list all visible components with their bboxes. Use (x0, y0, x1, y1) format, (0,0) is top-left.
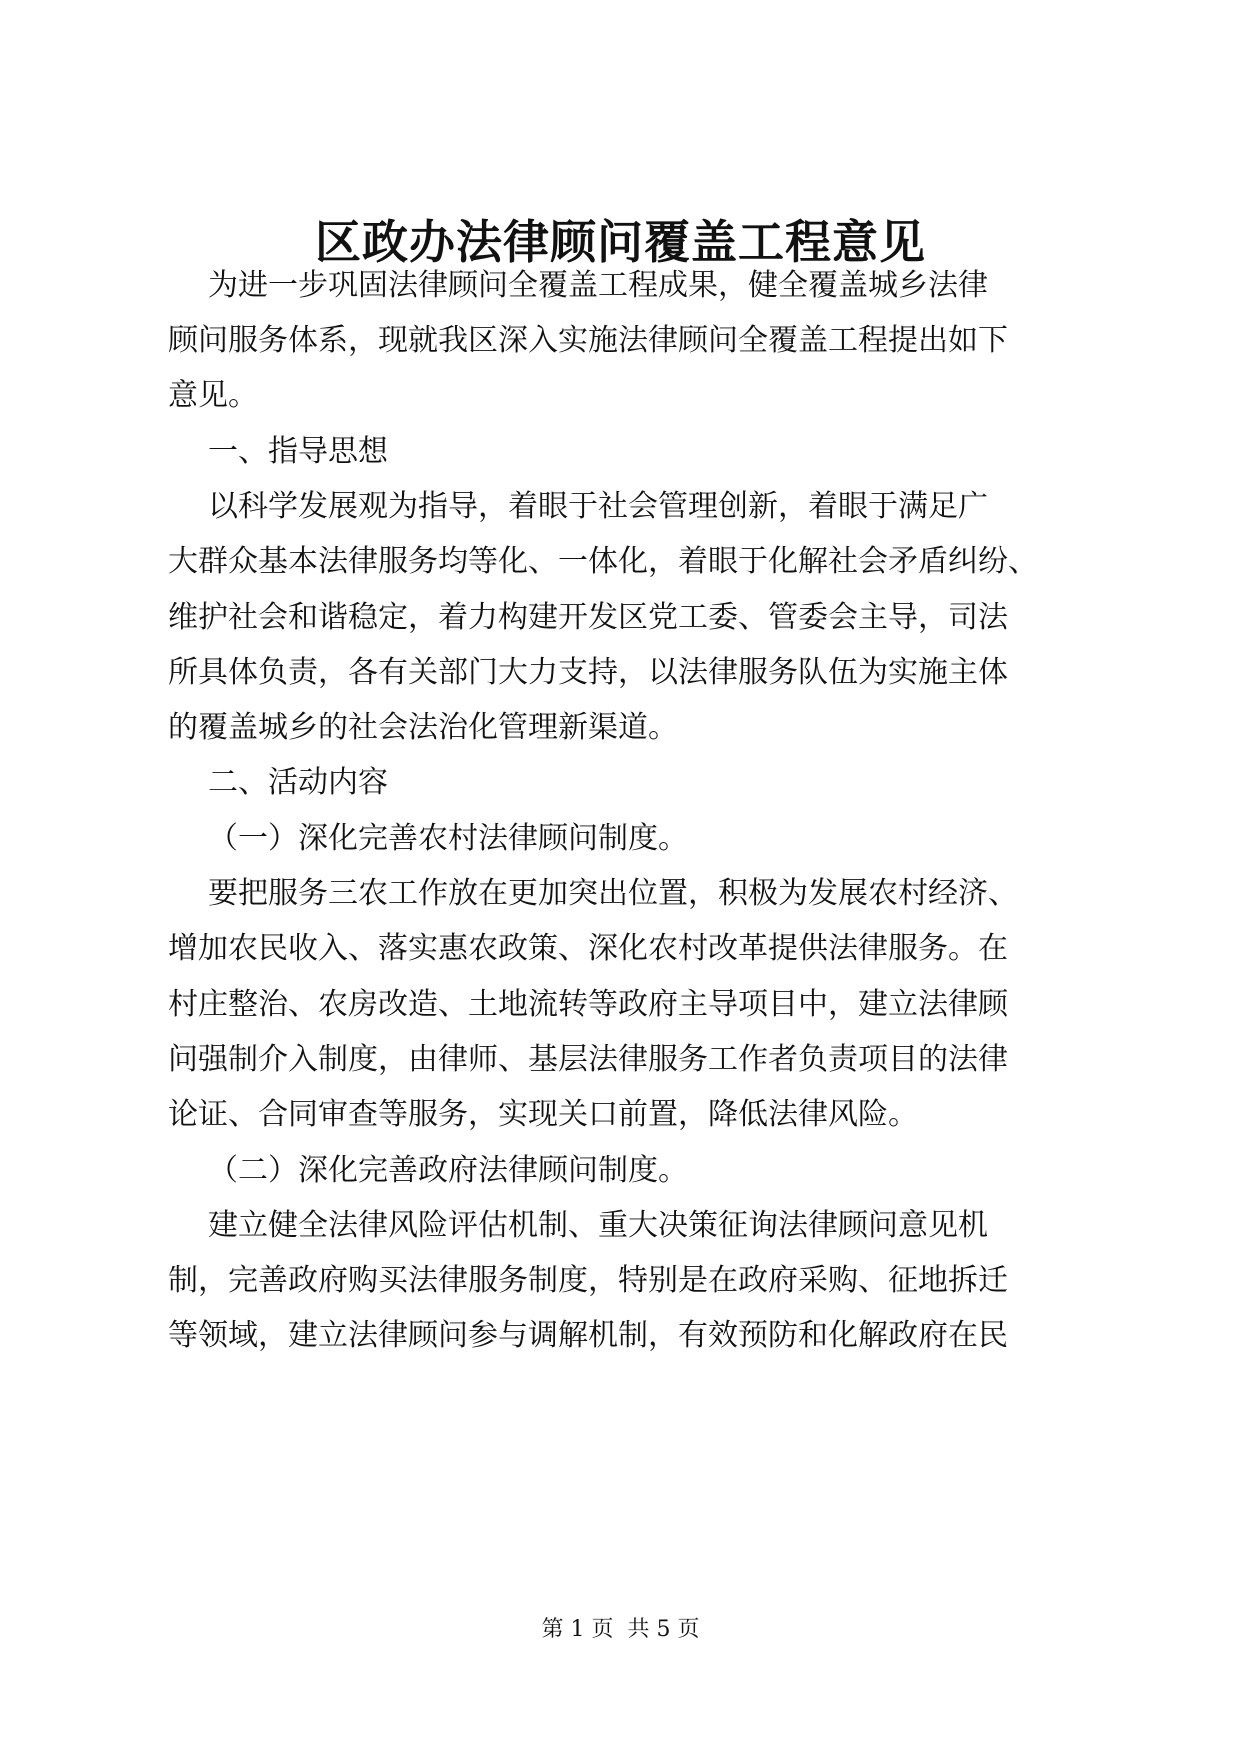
paragraph-line: 维护社会和谐稳定，着力构建开发区党工委、管委会主导，司法 (168, 600, 1008, 635)
paragraph-line: 为进一步巩固法律顾问全覆盖工程成果，健全覆盖城乡法律 (208, 268, 988, 303)
section-heading: 二、活动内容 (208, 765, 388, 800)
paragraph-line: 村庄整治、农房改造、土地流转等政府主导项目中，建立法律顾 (168, 987, 1008, 1022)
subsection-heading: （二）深化完善政府法律顾问制度。 (208, 1153, 688, 1188)
paragraph-line: 问强制介入制度，由律师、基层法律服务工作者负责项目的法律 (168, 1042, 1008, 1077)
page-number: 第 1 页 (541, 1617, 614, 1642)
paragraph-line: 论证、合同审查等服务，实现关口前置，降低法律风险。 (168, 1097, 918, 1132)
document-title: 区政办法律顾问覆盖工程意见 (315, 215, 926, 269)
paragraph-line: 的覆盖城乡的社会法治化管理新渠道。 (168, 710, 678, 745)
paragraph-line: 意见。 (168, 378, 258, 413)
paragraph-line: 以科学发展观为指导，着眼于社会管理创新，着眼于满足广 (208, 489, 988, 524)
paragraph-line: 大群众基本法律服务均等化、一体化，着眼于化解社会矛盾纠纷、 (168, 544, 1038, 579)
subsection-heading: （一）深化完善农村法律顾问制度。 (208, 821, 688, 856)
paragraph-line: 要把服务三农工作放在更加突出位置，积极为发展农村经济、 (208, 876, 1018, 911)
paragraph-line: 制，完善政府购买法律服务制度，特别是在政府采购、征地拆迁 (168, 1263, 1008, 1298)
paragraph-line: 增加农民收入、落实惠农政策、深化农村改革提供法律服务。在 (168, 931, 1008, 966)
paragraph-line: 建立健全法律风险评估机制、重大决策征询法律顾问意见机 (208, 1208, 988, 1243)
page-footer (0, 1612, 1241, 1643)
paragraph-line: 所具体负责，各有关部门大力支持，以法律服务队伍为实施主体 (168, 655, 1008, 690)
paragraph-line: 等领域，建立法律顾问参与调解机制，有效预防和化解政府在民 (168, 1318, 1008, 1353)
section-heading: 一、指导思想 (208, 434, 388, 469)
page-total: 共 5 页 (627, 1617, 700, 1642)
paragraph-line: 顾问服务体系，现就我区深入实施法律顾问全覆盖工程提出如下 (168, 323, 1008, 358)
